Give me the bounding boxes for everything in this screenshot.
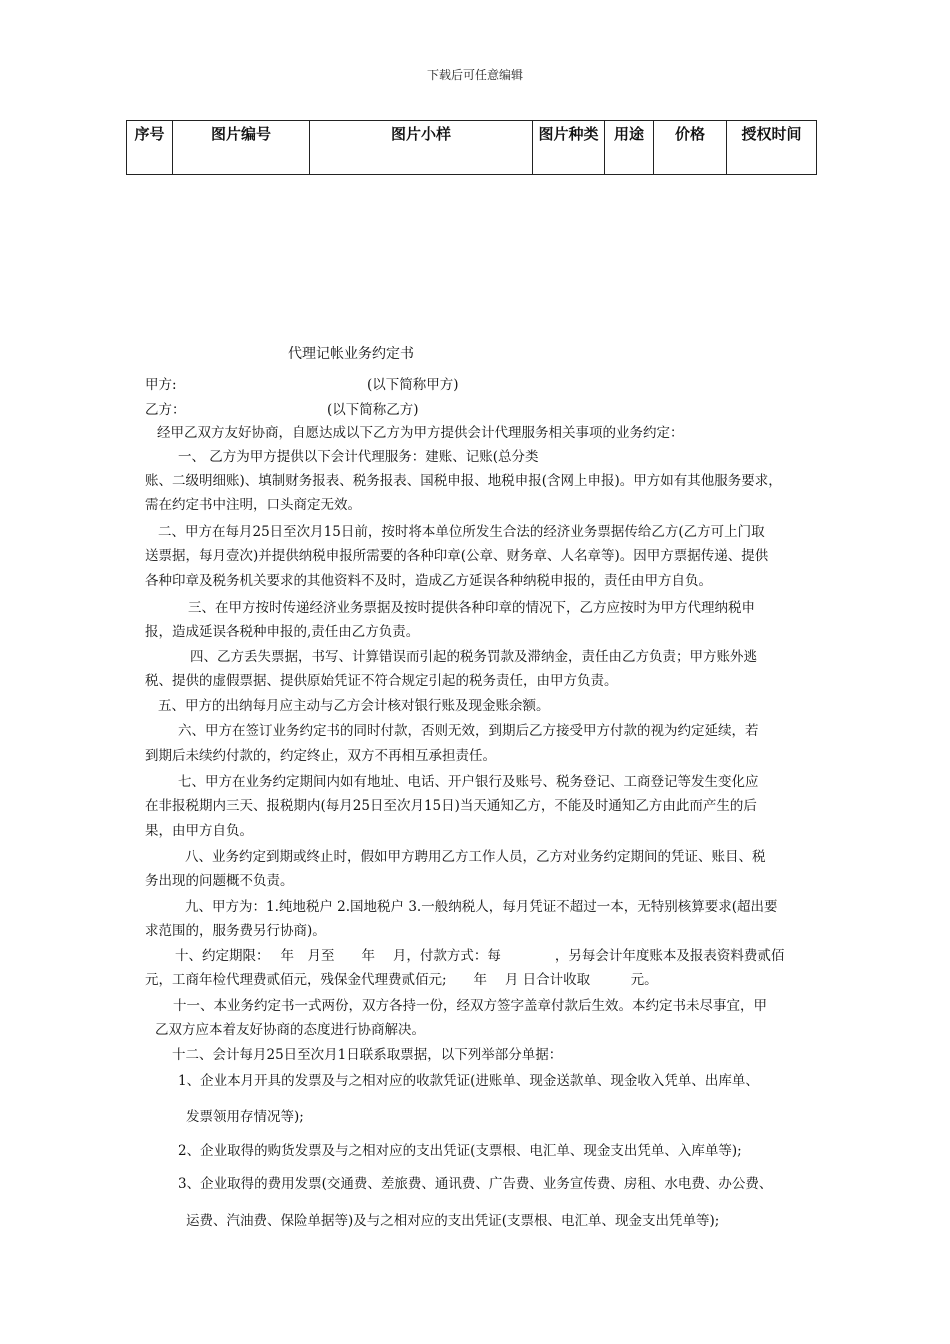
party-a-line (145, 373, 459, 393)
contract-line: 乙双方应本着友好协商的态度进行协商解决。 (155, 1022, 425, 1038)
contract-line: 十二、会计每月25日至次月1日联系取票据，以下列举部分单据： (172, 1047, 563, 1063)
party-a-label: 甲方: (145, 377, 177, 393)
contract-line: 求范围的，服务费另行协商)。 (145, 923, 326, 939)
contract-line: 一、 乙方为甲方提供以下会计代理服务：建账、记账(总分类 (178, 449, 539, 465)
contract-line: 务出现的问题概不负责。 (145, 873, 294, 889)
contract-line: 3、企业取得的费用发票(交通费、差旅费、通讯费、广告费、业务宣传费、房租、水电费、办公费、 (178, 1176, 773, 1192)
header-note: 下载后可任意编辑 (426, 68, 523, 82)
party-a-suffix: (以下简称甲方) (367, 377, 459, 393)
contract-line: 发票领用存情况等); (186, 1109, 304, 1125)
contract-line: 税、提供的虚假票据、提供原始凭证不符合规定引起的税务责任，由甲方负责。 (145, 673, 618, 689)
column-header-image-type: 图片种类 (533, 121, 605, 175)
contract-line: 各种印章及税务机关要求的其他资料不及时，造成乙方延误各种纳税申报的，责任由甲方自负。 (145, 573, 712, 589)
contract-line: 需在约定书中注明，口头商定无效。 (145, 497, 361, 513)
column-header-usage: 用途 (605, 121, 654, 175)
party-b-line (145, 398, 419, 418)
contract-line: 送票据，每月壹次)并提供纳税申报所需要的各种印章(公章、财务章、人名章等)。因甲方票据传递、提供 (145, 548, 769, 564)
contract-line: 元，工商年检代理费贰佰元，残保金代理费贰佰元; 年 月 日合计收取 元。 (145, 972, 658, 988)
contract-line: 账、二级明细账)、填制财务报表、税务报表、国税申报、地税申报(含网上申报)。甲方如有其他服务要求， (145, 473, 782, 489)
contract-line: 四、乙方丢失票据，书写、计算错误而引起的税务罚款及滞纳金，责任由乙方负责；甲方账外逃 (190, 649, 757, 665)
party-b-label: 乙方： (145, 402, 186, 418)
contract-line: 经甲乙双方友好协商，自愿达成以下乙方为甲方提供会计代理服务相关事项的业务约定： (157, 425, 684, 441)
column-header-image-id: 图片编号 (173, 121, 310, 175)
contract-line: 六、甲方在签订业务约定书的同时付款，否则无效，到期后乙方接受甲方付款的视为约定延续，若 (178, 723, 759, 739)
contract-line: 运费、汽油费、保险单据等)及与之相对应的支出凭证(支票根、电汇单、现金支出凭单等); (186, 1213, 720, 1229)
image-catalog-table (126, 120, 817, 175)
contract-line: 十、约定期限： 年 月至 年 月，付款方式：每 ，另每会计年度账本及报表资料费贰佰 (175, 948, 785, 964)
contract-line: 三、在甲方按时传递经济业务票据及按时提供各种印章的情况下，乙方应按时为甲方代理纳税申 (188, 600, 755, 616)
contract-line: 八、业务约定到期或终止时，假如甲方聘用乙方工作人员，乙方对业务约定期间的凭证、账目、税 (185, 849, 766, 865)
contract-line: 2、企业取得的购货发票及与之相对应的支出凭证(支票根、电汇单、现金支出凭单、入库单等); (178, 1143, 742, 1159)
contract-line: 九、甲方为：1.纯地税户 2.国地税户 3.一般纳税人，每月凭证不超过一本，无特别核算要求(超出要 (185, 899, 778, 915)
contract-title: 代理记帐业务约定书 (288, 346, 414, 362)
contract-line: 在非报税期内三天、报税期内(每月25日至次月15日)当天通知乙方，不能及时通知乙方由此而产生的后 (145, 798, 757, 814)
table-header-row (127, 121, 817, 175)
column-header-license-period: 授权时间 (727, 121, 817, 175)
contract-line: 五、甲方的出纳每月应主动与乙方会计核对银行账及现金账余额。 (158, 698, 550, 714)
column-header-image-sample: 图片小样 (310, 121, 533, 175)
contract-line: 到期后未续约付款的，约定终止，双方不再相互承担责任。 (145, 748, 496, 764)
party-b-suffix: (以下简称乙方) (327, 402, 419, 418)
column-header-price: 价格 (654, 121, 727, 175)
contract-line: 报，造成延误各税种申报的,责任由乙方负责。 (145, 624, 420, 640)
contract-line: 十一、本业务约定书一式两份，双方各持一份，经双方签字盖章付款后生效。本约定书未尽事宜，甲 (173, 998, 767, 1014)
contract-line: 二、甲方在每月25日至次月15日前，按时将本单位所发生合法的经济业务票据传给乙方(乙方可上门取 (158, 524, 765, 540)
contract-line: 七、甲方在业务约定期间内如有地址、电话、开户银行及账号、税务登记、工商登记等发生变化应 (178, 774, 759, 790)
contract-line: 果，由甲方自负。 (145, 823, 253, 839)
column-header-index: 序号 (127, 121, 173, 175)
contract-line: 1、企业本月开具的发票及与之相对应的收款凭证(进账单、现金送款单、现金收入凭单、出库单、 (178, 1073, 759, 1089)
